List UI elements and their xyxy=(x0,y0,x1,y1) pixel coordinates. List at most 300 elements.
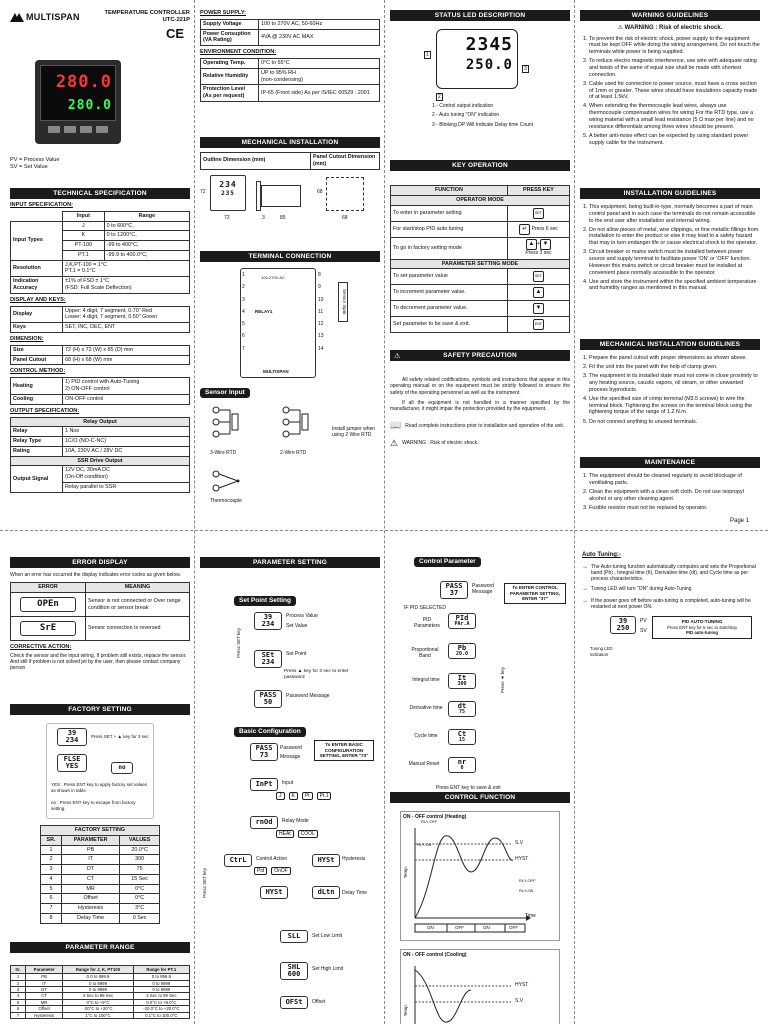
table-cell: Offset xyxy=(26,1006,63,1012)
table-cell: UP to 95% RH (non-condensing) xyxy=(259,68,380,85)
mech-guide-title: MECHANICAL INSTALLATION GUIDELINES xyxy=(580,339,760,350)
table-cell: 0 Sec xyxy=(120,913,160,923)
press-line: Press ENT key for 6 sec to start/stop xyxy=(667,624,737,630)
table-cell: 0.0 to 999.9 xyxy=(63,974,133,980)
heat-hyst-label: HYST xyxy=(515,856,529,862)
lcd-top: SEt xyxy=(261,651,275,659)
cutout-label: Panel Cutout Dimension (mm) xyxy=(311,153,380,170)
lcd-bot: YES xyxy=(65,762,79,770)
legend-rly-on: RLY-ON xyxy=(519,888,534,893)
table-cell: IT xyxy=(26,980,63,986)
ctrl-options xyxy=(254,867,291,875)
table-cell: 1 Nos xyxy=(63,427,190,437)
lcd-bot: 37 xyxy=(449,589,459,598)
rtd3-icon xyxy=(210,404,250,444)
at-sv-label: SV xyxy=(640,628,647,635)
power-table xyxy=(200,19,380,46)
sll-label: Set Low Limit xyxy=(312,933,343,939)
table-cell: 10A, 230V AC / 28V DC xyxy=(63,446,190,456)
brand-logo xyxy=(10,12,80,23)
dimension-table xyxy=(10,345,190,366)
table-cell: 75 xyxy=(120,865,160,875)
tc-label: Thermocouple xyxy=(210,498,242,505)
legend-item: 1 - Control output indication xyxy=(432,103,494,109)
option-k: K xyxy=(289,792,298,800)
enter-basic-box: To ENTER BASIC CONFIGURATION SETTING, ENTER "73" xyxy=(314,740,374,761)
table-cell: Supply Voltage xyxy=(201,19,259,29)
key-operation-title: KEY OPERATION xyxy=(390,160,570,171)
table-cell: 0.1°C to 100.0°C xyxy=(133,1012,189,1018)
error-title: ERROR DISPLAY xyxy=(10,557,190,568)
maintenance-list xyxy=(580,473,760,512)
table-cell: To set parameter value xyxy=(391,269,508,285)
heating-title: ON - OFF control (Heating) xyxy=(403,814,467,820)
page-number: Page 1 xyxy=(730,518,750,524)
lcd-top: PASS xyxy=(445,582,463,591)
table-row xyxy=(41,865,160,875)
col-sr: Sr. xyxy=(11,966,26,974)
down-key-icon: ▼ xyxy=(533,303,544,314)
factory-title: FACTORY SETTING xyxy=(10,704,190,715)
install-section xyxy=(580,188,760,295)
factory-table xyxy=(40,825,160,924)
table-cell: 4 xyxy=(41,874,62,884)
offset-lcd: OFSt xyxy=(280,996,308,1009)
table-cell: Protection Level (As per request) xyxy=(201,85,259,102)
pin: 1 xyxy=(242,272,245,278)
table-cell: 0 to 9999 xyxy=(133,980,189,986)
set-point-label: Set Point xyxy=(286,651,307,657)
table-cell: PB xyxy=(26,974,63,980)
safety-p2: If all the equipment is not handled in a manner specified by the manufacturer, it might impair the protection provided by the equipment. xyxy=(390,399,570,412)
lcd-top: PId xyxy=(455,614,469,623)
dim-3: 3 xyxy=(262,214,265,221)
error-code-sre: SrE xyxy=(20,621,76,636)
factory-flow xyxy=(46,723,154,819)
table-cell: PT.1 xyxy=(63,250,105,260)
dim-68-v: 68 xyxy=(317,188,323,195)
col-input: Input xyxy=(63,211,105,221)
set-key-icon: SET xyxy=(533,208,544,219)
env-table xyxy=(200,58,380,102)
press-3sec: Press 3 sec xyxy=(525,250,552,257)
autotune-list xyxy=(582,564,762,611)
table-cell: 100 to 270V AC, 50-60Hz xyxy=(259,19,380,29)
table-cell: 1°C to 100°C xyxy=(63,1012,133,1018)
process-value-label: Process Value xyxy=(286,613,318,619)
control-param-title: Control Parameter xyxy=(414,557,481,567)
maintenance-title: MAINTENANCE xyxy=(580,457,760,468)
press-up-vertical: Press ▲ key xyxy=(500,667,505,694)
warning-icon: ⚠ xyxy=(394,353,401,360)
rly-off-label: RLY-OFF xyxy=(421,819,438,824)
callout-3: 3 xyxy=(524,66,527,72)
cp-pass-lcd xyxy=(440,581,468,599)
col-sr: SR. xyxy=(41,835,62,845)
cool-sv-label: S.V xyxy=(515,998,524,1004)
table-cell: PB xyxy=(62,845,120,855)
heat-time-label: Time xyxy=(525,913,536,919)
table-cell: Delay Time xyxy=(62,913,120,923)
terminal-brand: MULTISPAN xyxy=(263,369,289,374)
table-cell: To go in factory setting mode xyxy=(391,237,508,259)
option-cool: COOL xyxy=(298,830,318,838)
table-cell: CT xyxy=(26,993,63,999)
table-cell: Operating Temp. xyxy=(201,59,259,69)
col-range-pt1: Range for PT.1 xyxy=(133,966,189,974)
corrective-heading: CORRECTIVE ACTION: xyxy=(10,644,72,650)
state-off: OFF xyxy=(509,925,518,930)
table-cell: 4VA @ 230V AC MAX xyxy=(259,29,380,46)
warning-head-text: WARNING : Risk of electric shock. xyxy=(624,25,723,31)
hyst-lcd: HYSt xyxy=(260,886,288,899)
mech-title: MECHANICAL INSTALLATION xyxy=(200,137,380,148)
lcd-bot: 0 xyxy=(460,765,464,772)
cooling-chart xyxy=(400,949,560,1024)
save-exit-text: Press ENT key to save & exit xyxy=(436,785,501,792)
table-cell: 3 xyxy=(41,865,62,875)
table-cell: 7 xyxy=(41,904,62,914)
fold-line xyxy=(194,0,195,1024)
error-section xyxy=(10,557,190,672)
table-cell: ON-OFF control xyxy=(63,394,190,404)
col-parameter: PARAMETER xyxy=(62,835,120,845)
table-cell: Rating xyxy=(11,446,63,456)
factory-no-text: no : Press ENT key to escape from factory setting. xyxy=(51,800,136,811)
tuning-led-label: Tuning LED indication xyxy=(590,646,613,657)
table-cell: To enter in parameter setting xyxy=(391,205,508,221)
table-cell: 5 xyxy=(41,884,62,894)
book-icon: 📖 xyxy=(390,420,402,431)
lcd-top: PASS xyxy=(255,744,273,752)
legend-item: 3 - Blinking DP Will Indicate Delay time Count xyxy=(432,121,534,128)
cutout-square xyxy=(326,177,364,211)
factory-yes-text: YES : Press ENT key to apply factory set values as shown in table. xyxy=(51,782,147,793)
table-cell: Display xyxy=(11,306,63,323)
warning-icon: ⚠ xyxy=(617,25,623,31)
relay-output-title: Relay Output xyxy=(11,417,190,427)
read-text: Read complete instructions prior to installation and operation of the unit. xyxy=(405,422,565,429)
table-cell: MR xyxy=(26,999,63,1005)
fold-line xyxy=(0,530,768,531)
list-item: 1. To prevent the risk of electric shock, power supply to the equipment must be kept OFF while doing the wiring arrangement. Do not touch the terminals while power is being supplied. xyxy=(589,36,760,56)
output-spec-table xyxy=(10,417,190,493)
col-values: VALUES xyxy=(120,835,160,845)
mech-drawing xyxy=(200,173,380,231)
dim-72-h: 72 xyxy=(224,214,230,221)
pass-msg-label: Password Message xyxy=(286,693,330,699)
power-section xyxy=(200,10,380,102)
sensor-wiring xyxy=(200,398,380,508)
table-cell: 0 to 1200°C, xyxy=(104,231,189,241)
pin: 5 xyxy=(242,321,245,327)
lcd-top: dt xyxy=(457,702,467,711)
col-meaning: MEANING xyxy=(86,583,190,593)
dim-72-v: 72 xyxy=(200,188,206,195)
control-param-flow xyxy=(390,567,570,793)
table-row xyxy=(41,884,160,894)
input-spec-heading: INPUT SPECIFICATION: xyxy=(10,202,73,208)
table-cell: 1 xyxy=(41,845,62,855)
device-key-dec[interactable] xyxy=(80,126,92,133)
autotune-box xyxy=(652,616,752,638)
status-led-diagram xyxy=(390,21,570,103)
ctrl-lcd: CtrL xyxy=(224,854,252,867)
cp-lcd xyxy=(448,643,476,659)
table-cell: 1 xyxy=(11,974,26,980)
resolution-value: J,K,PT-100 = 1°C PT.1 = 0.1°C xyxy=(63,260,190,277)
param-setting-title: PARAMETER SETTING xyxy=(200,557,380,568)
password-label: Password xyxy=(280,745,302,751)
ssr-title: SSR Drive Output xyxy=(11,456,190,466)
led-sv: 250.0 xyxy=(465,56,513,73)
table-cell: Keys xyxy=(11,323,63,333)
cp-row-label: Proportional Band xyxy=(411,647,439,660)
press3-text: Press ▲ key for 3 sec to enter password xyxy=(284,669,349,680)
down-key-icon: ▼ xyxy=(540,239,551,250)
pin: 4 xyxy=(242,308,245,315)
press-set-key-vertical: Press SET key xyxy=(236,628,241,658)
table-cell: IT xyxy=(62,855,120,865)
table-cell: -20.0°C to +20.0°C xyxy=(133,1006,189,1012)
error-table xyxy=(10,582,190,641)
terminal-block xyxy=(240,268,316,378)
lcd-bot: 20.0 xyxy=(455,651,469,658)
maintenance-section xyxy=(580,457,760,514)
param-range-title: PARAMETER RANGE xyxy=(10,942,190,953)
table-row xyxy=(41,845,160,855)
dimension-heading: DIMENSION: xyxy=(10,335,44,342)
error-intro: When an error has occurred the display indicates error codes as given below. xyxy=(10,572,181,578)
arrow-right-icon: → xyxy=(582,563,588,570)
list-item: 4. When extending the thermocouple lead wires, always use thermocouple compensation wires for wiring For the RTD type, use a wiring material with a small lead resistance (5 Ω max per line) and no resistance differentials among three wires should be present. xyxy=(589,103,760,130)
pv-sv-legend xyxy=(10,157,130,171)
autotune-diagram xyxy=(582,614,762,664)
set-key-icon: SET xyxy=(533,271,544,282)
list-item: 3. Fusible resistor must not be replaced by operator. xyxy=(589,505,760,512)
relay-lcd: rnOd xyxy=(250,816,278,829)
rtd2-label: 2-Wire RTD xyxy=(280,450,307,457)
lcd-bot: 50 xyxy=(263,698,273,706)
mini-sv: 235 xyxy=(221,189,235,197)
pins-left xyxy=(242,272,245,352)
option-pt1: Pt.1 xyxy=(317,792,332,800)
device-key-ent[interactable] xyxy=(96,126,108,133)
col-range-jk: Range for J, K, PT100 xyxy=(63,966,133,974)
table-cell: Offset xyxy=(62,894,120,904)
terminal-section xyxy=(200,251,380,508)
table-cell: CT xyxy=(62,874,120,884)
ssr-label: Output Signal xyxy=(11,466,63,492)
table-cell: 4 Sec to 99 Sec xyxy=(63,993,133,999)
autotune-lcd xyxy=(610,616,636,634)
safety-title: SAFETY PRECAUTION xyxy=(443,352,517,359)
status-led-title: STATUS LED DESCRIPTION xyxy=(390,10,570,21)
pv-label: PV = Process Value xyxy=(10,157,60,163)
header-block xyxy=(10,10,190,43)
hyst-lcd-top: HYSt xyxy=(312,854,340,867)
device-key-set[interactable] xyxy=(48,126,60,133)
arrow-right-icon: → xyxy=(582,597,588,604)
pid-at-sub: PID auto-tuning xyxy=(686,630,718,636)
hyst-label: Hysteresis xyxy=(342,856,366,862)
cooling-curve xyxy=(401,960,559,1024)
input-spec-table xyxy=(10,211,190,294)
status-led-section xyxy=(390,10,570,128)
table-cell: To decrement parameter value. xyxy=(391,301,508,317)
mini-pv: 234 xyxy=(219,179,237,189)
param-mode-title: PARAMETER SETTING MODE xyxy=(391,259,570,269)
pin: 13 xyxy=(318,333,324,340)
table-row xyxy=(11,1012,190,1018)
led-display xyxy=(436,29,518,89)
display-heading: DISPLAY AND KEYS: xyxy=(10,296,66,303)
list-item: 1. Prepare the panel cutout with proper dimensions as shown above. xyxy=(589,355,760,362)
brand-mark-icon xyxy=(10,13,24,22)
list-item: 2. To reduce electro magnetic interference, use wire with adequate rating and twists of the same of equal size shall be made with shortest connection. xyxy=(589,58,760,78)
sp-lcd-2 xyxy=(254,650,282,668)
table-cell: 1) PID control with Auto-Tuning 2) ON-OFF control xyxy=(63,378,190,395)
table-cell: 7 xyxy=(11,1012,26,1018)
accuracy-value: ±1% of FSD ± 1°C (FSD: Full Scale Deflection) xyxy=(63,277,190,294)
table-cell: J xyxy=(63,221,105,231)
table-cell: 4 xyxy=(11,993,26,999)
list-item: 2. Clean the equipment with a clean soft cloth. Do not use isopropyl alcohol or any other cleaning agent. xyxy=(589,489,760,503)
lcd-top: 39 xyxy=(618,617,628,626)
warning-title: WARNING GUIDELINES xyxy=(580,10,760,21)
power-heading: POWER SUPPLY: xyxy=(200,10,246,16)
table-cell: Heating xyxy=(11,378,63,395)
lcd-bot: 75 xyxy=(458,709,466,716)
table-cell: Panel Cutout xyxy=(11,355,63,365)
device-key-inc[interactable] xyxy=(64,126,76,133)
outline-front xyxy=(210,175,246,211)
outline-body xyxy=(261,185,301,207)
cp-pass-label: Password Message xyxy=(472,583,494,596)
safety-title-bar xyxy=(390,350,570,361)
table-cell: 0°C to +9°C xyxy=(63,999,133,1005)
mech-guide-list xyxy=(580,355,760,425)
param-range-section xyxy=(10,942,190,1019)
table-cell: 6 xyxy=(11,1006,26,1012)
table-cell: 0 to 600°C, xyxy=(104,221,189,231)
pass-lcd xyxy=(254,690,282,708)
table-cell: Relay Type xyxy=(11,437,63,447)
cool-temp-label: Temp. xyxy=(403,1004,408,1017)
basic-config-title: Basic Configuration xyxy=(234,727,306,737)
read-row xyxy=(390,420,570,431)
col-press-key: PRESS KEY xyxy=(507,186,569,196)
cp-lcd xyxy=(448,673,476,689)
list-item: 4. Use the specified size of crimp terminal (M3.5 screws) to wire the terminal block. Tightening the screws on the terminal block using the tightening torque of the range of 1.2 N.m. xyxy=(589,396,760,416)
set-value-label: Set Value xyxy=(286,623,308,629)
control-function-title: CONTROL FUNCTION xyxy=(390,792,570,803)
table-cell: 0°C xyxy=(120,884,160,894)
table-cell: Sensor is not connected or Over range condition or sensor break xyxy=(86,593,190,617)
table-cell: For start/stop PID auto tuning xyxy=(391,221,508,237)
list-item: 1. The equipment should be cleaned regularly to avoid blockage of ventilating parts. xyxy=(589,473,760,487)
fold-line xyxy=(384,0,385,1024)
key-operation-table: FUNCTION PRESS KEY OPERATOR MODE To enter in parameter setting SET For start/stop PID auto tuning ↵ Press 6 sec To go in factory setting mode ▲ + ▼ Press 3 sec PARAMETER SETTING MODE To set parameter value SET To increment parameter value. ▲ To decrement parameter value. ▼ Set parameter to be save & exit. ENT xyxy=(390,185,570,333)
input-label: Input xyxy=(282,780,294,786)
table-row xyxy=(41,894,160,904)
table-cell: 6 xyxy=(41,894,62,904)
table-cell: MR xyxy=(62,884,120,894)
table-cell: IP-65 (Front side) As per IS/IEC 60529 : 2001 xyxy=(259,85,380,102)
list-item: The Auto-tuning function automatically computes and sets the Proportional band (Pb) , Integral time (It), Derivative time (dt), and Cycle time as per process characteristics. xyxy=(591,563,756,582)
pin: 2 xyxy=(242,284,245,291)
list-item: 4. Use and store the instrument within the specified ambient temperature and humidity ranges as mentioned in this manual. xyxy=(589,279,760,293)
safety-p1: All safety related codifications, symbols and instructions that appear in this operating manual or on the equipment must be strictly followed to ensure the safety of the operating personnel as well as the instrument. xyxy=(390,377,570,396)
rly-on-label: RLY-ON xyxy=(417,842,432,847)
list-item: 3. The equipment in its installed state must not come in close proximity to any heating source, caustic vapors, oil steam, or other unwanted process byproducts. xyxy=(589,373,760,393)
table-cell: DT xyxy=(62,865,120,875)
rtd3-label: 3-Wire RTD xyxy=(210,450,237,457)
corrective-text: Check the sensor and the input wiring, If problem still exists, replace the sensor. And still if problem is not solved jet by the user, then please contact company person xyxy=(10,652,187,672)
ent-key-icon: ENT xyxy=(533,319,544,330)
product-name: TEMPERATURE CONTROLLER xyxy=(104,10,190,16)
lcd-bot: 73 xyxy=(259,751,269,759)
pin: 3 xyxy=(242,296,245,303)
cooling-title: ON - OFF control (Cooling) xyxy=(403,952,467,958)
table-cell: 300 xyxy=(120,855,160,865)
resolution-label: Resolution xyxy=(11,260,63,277)
table-cell: 4 Sec to 99 Sec xyxy=(133,993,189,999)
table-cell: -99 to 400°C, xyxy=(104,241,189,251)
table-cell: 5 xyxy=(11,999,26,1005)
table-cell: DT xyxy=(26,987,63,993)
col-function: FUNCTION xyxy=(391,186,508,196)
table-cell: 1C/O (NO-C-NC) xyxy=(63,437,190,447)
control-method-heading: CONTROL METHOD: xyxy=(10,368,66,375)
fold-line xyxy=(574,0,575,1024)
table-cell: SET, INC, DEC, ENT xyxy=(63,323,190,333)
warn-row xyxy=(390,438,570,449)
warn-text: WARNING : Risk of electric shock. xyxy=(402,440,479,446)
jumper-note: Install jumper when using 2 Wire RTD xyxy=(332,426,376,439)
table-cell: Relative Humidity xyxy=(201,68,259,85)
lcd-bot: 600 xyxy=(287,970,301,978)
set-point-title: Set Point Setting xyxy=(234,596,296,606)
shl-lcd xyxy=(280,962,308,980)
relay-options xyxy=(276,830,318,838)
option-j: J xyxy=(276,792,285,800)
basic-pass-lcd xyxy=(250,743,278,761)
lcd-top: It xyxy=(457,674,467,683)
list-item: 3. Cable used for connection to power source, must have a cross section of 1mm or greater. These wires should have insulations capacity made of at least 1.5kV. xyxy=(589,81,760,101)
pin: 10 xyxy=(318,296,324,303)
ctrl-action-label: Control Action xyxy=(256,856,288,862)
sll-lcd: SLL xyxy=(280,930,308,943)
ent-key-icon: ↵ xyxy=(519,224,530,235)
table-cell: Relay xyxy=(11,427,63,437)
message-label: Message xyxy=(280,754,301,760)
table-cell: Upper: 4 digit, 7 segment, 0.70" Red Lower: 4 digit, 7 segment, 0.50" Green xyxy=(63,306,190,323)
list-item: Tuning LED will turn "ON" during Auto-Tuning xyxy=(591,586,692,593)
led-pv: 2345 xyxy=(465,34,513,55)
table-cell: To increment parameter value. xyxy=(391,285,508,301)
table-cell: 8 xyxy=(41,913,62,923)
device-pv-display: 280.0 xyxy=(55,71,112,92)
factory-lcd-2 xyxy=(57,754,87,772)
table-cell: -99.9 to 400.0°C, xyxy=(104,250,189,260)
rtd2-icon xyxy=(280,404,320,444)
table-cell: Power Consuption (VA Rating) xyxy=(201,29,259,46)
param-range-table xyxy=(10,965,190,1019)
output-spec-heading: OUTPUT SPECIFICATION: xyxy=(10,407,80,414)
callout-2: 2 xyxy=(438,94,441,100)
sp-lcd-1 xyxy=(254,612,282,630)
